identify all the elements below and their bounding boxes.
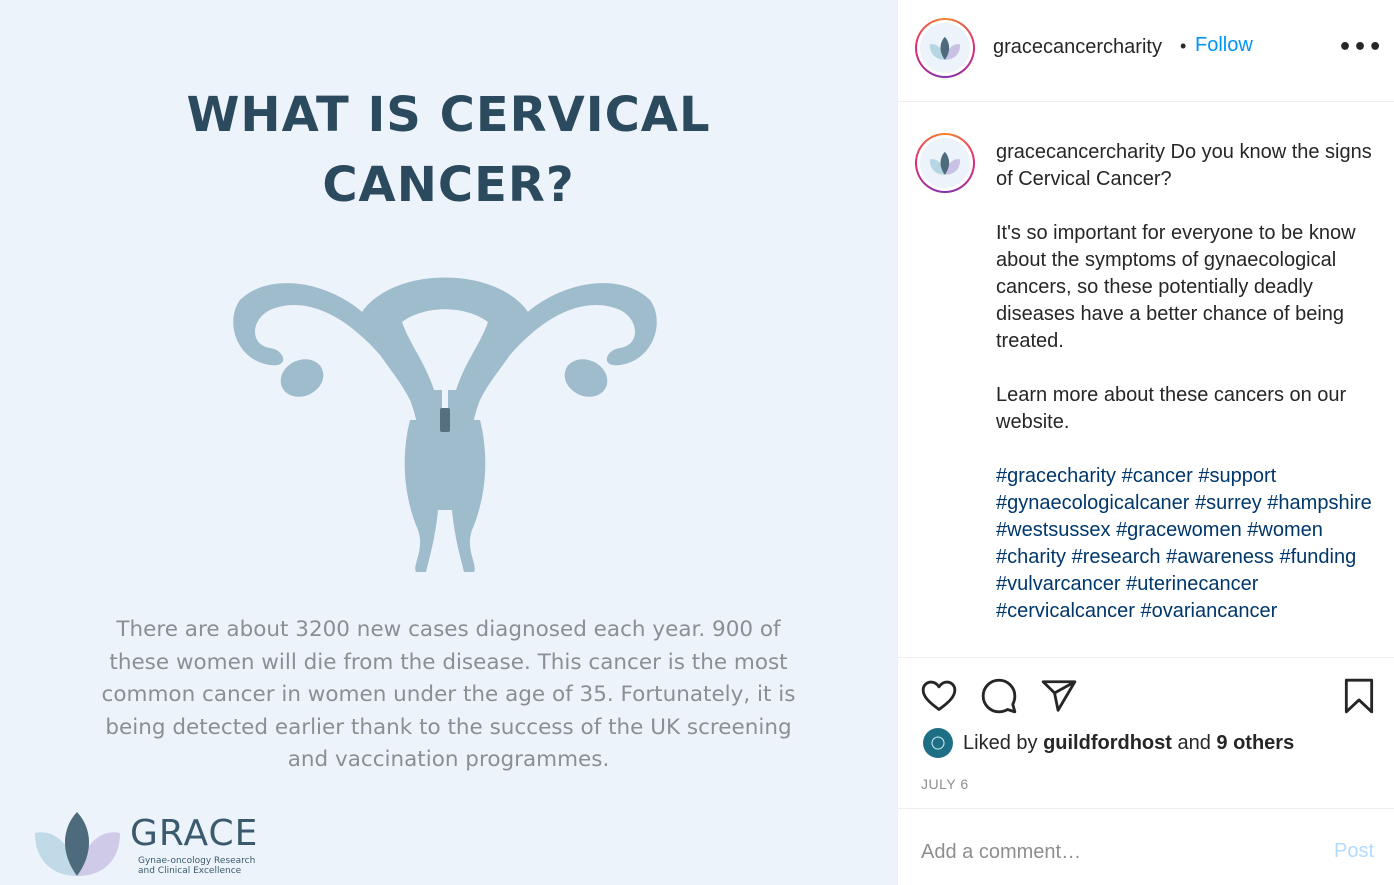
hashtag-link[interactable]: #women	[1247, 519, 1323, 541]
likes-text	[963, 732, 1294, 755]
comment-icon[interactable]	[980, 677, 1018, 715]
post-actions	[898, 657, 1394, 809]
follow-button[interactable]: Follow	[1195, 34, 1253, 56]
hashtag-link[interactable]: #surrey	[1195, 492, 1262, 514]
grace-logo-tagline-line1: Gynae-oncology Research	[138, 856, 256, 866]
hashtag-link[interactable]: #awareness	[1166, 546, 1274, 568]
bookmark-icon[interactable]	[1340, 677, 1378, 715]
hashtag-link[interactable]: #gynaecologicalcaner	[996, 492, 1190, 514]
hashtag-link[interactable]: #funding	[1279, 546, 1357, 568]
caption-username[interactable]: gracecancercharity	[996, 141, 1165, 163]
hashtag-link[interactable]: #ovariancancer	[1140, 600, 1278, 622]
grace-logo-wordmark: GRACE	[130, 813, 259, 854]
hashtag-link[interactable]: #support	[1198, 465, 1277, 487]
more-options-button[interactable]: •••	[1338, 35, 1384, 60]
hashtag-link[interactable]: #vulvarcancer	[996, 573, 1121, 595]
caption-area	[898, 103, 1394, 657]
liker-avatar-icon	[929, 734, 947, 752]
lotus-logo-icon	[30, 808, 125, 878]
hashtag-link[interactable]: #cervicalcancer	[996, 600, 1135, 622]
avatar-border	[917, 135, 973, 191]
uterus-illustration	[230, 260, 660, 580]
comment-input[interactable]	[921, 838, 1301, 866]
hashtag-link[interactable]: #charity	[996, 546, 1067, 568]
lotus-avatar-icon	[928, 148, 962, 178]
comment-bar	[898, 810, 1394, 885]
liker-avatar[interactable]	[923, 728, 953, 758]
lotus-avatar-icon	[928, 33, 962, 63]
header-username[interactable]: gracecancercharity	[993, 36, 1162, 58]
grace-logo-tagline	[138, 856, 278, 876]
hashtag-link[interactable]: #uterinecancer	[1126, 573, 1259, 595]
grace-logo-tagline-line2: and Clinical Excellence	[138, 866, 242, 876]
hashtag-link[interactable]: #research	[1071, 546, 1161, 568]
image-title-line2: CANCER?	[322, 157, 575, 213]
caption-hashtags	[996, 465, 1372, 622]
post-header	[898, 0, 1394, 102]
header-separator: •	[1180, 36, 1187, 56]
hashtag-link[interactable]: #cancer	[1121, 465, 1193, 487]
image-body-text: There are about 3200 new cases diagnosed each year. 900 of these women will die from the disease. This cancer is the most common cancer in women under the age of 35. Fortunately, it is being detected earlier thank to the success of the UK screening and vaccination programmes.	[101, 617, 796, 772]
header-avatar[interactable]	[915, 18, 975, 78]
post-side-panel	[897, 0, 1394, 885]
likes-prefix: Liked by	[963, 731, 1044, 754]
image-title-line1: WHAT IS CERVICAL	[186, 87, 711, 143]
hashtag-link[interactable]: #gracewomen	[1116, 519, 1242, 541]
post-comment-button[interactable]: Post	[1334, 840, 1375, 862]
caption-avatar[interactable]	[915, 133, 975, 193]
likes-row	[923, 728, 1294, 758]
hashtag-link[interactable]: #westsussex	[996, 519, 1111, 541]
hashtag-link[interactable]: #gracecharity	[996, 465, 1117, 487]
avatar-image	[920, 138, 970, 188]
heart-icon[interactable]	[920, 677, 958, 715]
likes-others-link[interactable]: 9 others	[1216, 731, 1295, 754]
post-date[interactable]: JULY 6	[921, 776, 969, 792]
hashtag-link[interactable]: #hampshire	[1267, 492, 1372, 514]
likes-and: and	[1171, 731, 1217, 754]
grace-logo	[30, 808, 280, 880]
caption-text	[996, 139, 1376, 625]
caption-body: Do you know the signs of Cervical Cancer? It's so important for everyone to be know about the symptoms of gynaecological cancers, so these potentially deadly diseases have a better chance of being treated. Learn more about these cancers on our website.	[996, 141, 1372, 433]
image-title	[0, 80, 897, 220]
avatar-image	[920, 23, 970, 73]
avatar-border	[917, 20, 973, 76]
share-icon[interactable]	[1040, 677, 1078, 715]
liker-username[interactable]: guildfordhost	[1043, 731, 1172, 754]
